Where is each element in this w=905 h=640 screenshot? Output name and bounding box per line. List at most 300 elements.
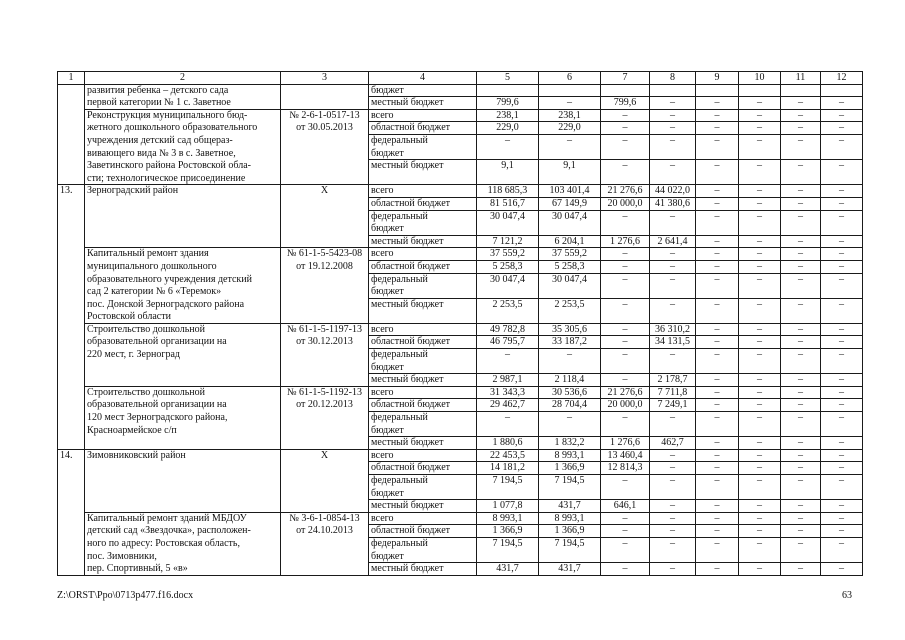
funding-source-cell: всего: [369, 185, 477, 198]
amount-cell: –: [739, 97, 781, 110]
funding-source-cell: местный бюджет: [369, 97, 477, 110]
funding-source-cell: областной бюджет: [369, 197, 477, 210]
amount-cell: –: [696, 449, 739, 462]
amount-cell: –: [650, 475, 696, 500]
amount-cell: –: [650, 537, 696, 562]
amount-cell: 37 559,2: [539, 248, 601, 261]
amount-cell: –: [601, 537, 650, 562]
funding-source-cell: всего: [369, 386, 477, 399]
amount-cell: [477, 84, 539, 97]
funding-source-cell: федеральный бюджет: [369, 475, 477, 500]
amount-cell: –: [696, 298, 739, 323]
amount-cell: –: [601, 323, 650, 336]
amount-cell: –: [821, 374, 863, 387]
amount-cell: –: [739, 537, 781, 562]
amount-cell: –: [739, 437, 781, 450]
column-number-header: 4: [369, 72, 477, 85]
page-number: 63: [842, 590, 852, 601]
amount-cell: 49 782,8: [477, 323, 539, 336]
amount-cell: 7 194,5: [477, 475, 539, 500]
amount-cell: 462,7: [650, 437, 696, 450]
column-number-header: 2: [85, 72, 281, 85]
amount-cell: 9,1: [477, 160, 539, 185]
amount-cell: 20 000,0: [601, 197, 650, 210]
amount-cell: –: [781, 349, 821, 374]
amount-cell: –: [781, 412, 821, 437]
amount-cell: –: [781, 525, 821, 538]
amount-cell: –: [601, 349, 650, 374]
document-cell: [281, 84, 369, 109]
funding-source-cell: местный бюджет: [369, 437, 477, 450]
amount-cell: –: [696, 336, 739, 349]
column-number-header: 7: [601, 72, 650, 85]
amount-cell: –: [739, 386, 781, 399]
funding-source-cell: всего: [369, 512, 477, 525]
amount-cell: 21 276,6: [601, 185, 650, 198]
amount-cell: –: [696, 122, 739, 135]
amount-cell: –: [739, 248, 781, 261]
amount-cell: –: [739, 336, 781, 349]
amount-cell: –: [739, 134, 781, 159]
amount-cell: –: [781, 462, 821, 475]
amount-cell: –: [601, 109, 650, 122]
object-name-cell: Строительство дошкольной образовательной организации на 220 мест, г. Зерноград: [85, 323, 281, 386]
amount-cell: 46 795,7: [477, 336, 539, 349]
amount-cell: –: [539, 412, 601, 437]
amount-cell: –: [696, 386, 739, 399]
amount-cell: 1 366,9: [539, 462, 601, 475]
amount-cell: –: [650, 97, 696, 110]
amount-cell: –: [739, 210, 781, 235]
amount-cell: –: [601, 512, 650, 525]
amount-cell: –: [696, 160, 739, 185]
table-body: [58, 84, 863, 575]
amount-cell: –: [696, 374, 739, 387]
amount-cell: –: [781, 323, 821, 336]
amount-cell: –: [696, 248, 739, 261]
funding-source-cell: всего: [369, 449, 477, 462]
amount-cell: –: [601, 412, 650, 437]
amount-cell: –: [781, 512, 821, 525]
amount-cell: –: [821, 449, 863, 462]
row-number-cell: 14.: [58, 449, 85, 575]
amount-cell: 7 711,8: [650, 386, 696, 399]
amount-cell: –: [781, 122, 821, 135]
amount-cell: –: [739, 512, 781, 525]
amount-cell: –: [739, 500, 781, 513]
document-cell: № 2-6-1-0517-13 от 30.05.2013: [281, 109, 369, 185]
amount-cell: –: [781, 160, 821, 185]
amount-cell: –: [650, 462, 696, 475]
amount-cell: –: [821, 185, 863, 198]
amount-cell: –: [781, 399, 821, 412]
amount-cell: –: [781, 134, 821, 159]
amount-cell: 2 118,4: [539, 374, 601, 387]
amount-cell: 33 187,2: [539, 336, 601, 349]
amount-cell: –: [650, 512, 696, 525]
table-header: [58, 72, 863, 85]
column-number-header: 12: [821, 72, 863, 85]
budget-row: [58, 109, 863, 122]
amount-cell: 7 194,5: [477, 537, 539, 562]
amount-cell: 431,7: [539, 500, 601, 513]
amount-cell: 44 022,0: [650, 185, 696, 198]
amount-cell: 1 832,2: [539, 437, 601, 450]
amount-cell: [739, 84, 781, 97]
amount-cell: 103 401,4: [539, 185, 601, 198]
amount-cell: –: [781, 185, 821, 198]
document-cell: X: [281, 449, 369, 512]
amount-cell: –: [696, 500, 739, 513]
amount-cell: –: [781, 298, 821, 323]
document-cell: X: [281, 185, 369, 248]
amount-cell: –: [821, 399, 863, 412]
document-cell: № 61-1-5-1197-13 от 30.12.2013: [281, 323, 369, 386]
amount-cell: –: [781, 210, 821, 235]
funding-source-cell: областной бюджет: [369, 336, 477, 349]
amount-cell: –: [477, 349, 539, 374]
amount-cell: –: [601, 374, 650, 387]
amount-cell: –: [781, 109, 821, 122]
funding-source-cell: местный бюджет: [369, 235, 477, 248]
amount-cell: –: [781, 537, 821, 562]
amount-cell: –: [739, 412, 781, 437]
amount-cell: –: [696, 475, 739, 500]
amount-cell: –: [696, 349, 739, 374]
amount-cell: –: [650, 273, 696, 298]
amount-cell: –: [601, 160, 650, 185]
amount-cell: –: [539, 97, 601, 110]
amount-cell: 7 194,5: [539, 537, 601, 562]
object-name-cell: Капитальный ремонт зданий МБДОУ детский сад «Звездочка», расположен- ного по адресу: Ростовская область, пос. Зимовники, пер. Спортивный, 5 «в»: [85, 512, 281, 575]
amount-cell: 799,6: [477, 97, 539, 110]
amount-cell: –: [601, 525, 650, 538]
amount-cell: –: [739, 298, 781, 323]
amount-cell: –: [650, 248, 696, 261]
amount-cell: –: [650, 210, 696, 235]
funding-source-cell: местный бюджет: [369, 374, 477, 387]
column-number-header: 10: [739, 72, 781, 85]
amount-cell: –: [821, 462, 863, 475]
document-cell: № 61-1-5-5423-08 от 19.12.2008: [281, 248, 369, 324]
amount-cell: 30 047,4: [477, 210, 539, 235]
amount-cell: –: [650, 109, 696, 122]
amount-cell: –: [696, 512, 739, 525]
amount-cell: –: [696, 437, 739, 450]
amount-cell: 799,6: [601, 97, 650, 110]
amount-cell: –: [696, 97, 739, 110]
amount-cell: [650, 84, 696, 97]
amount-cell: 30 536,6: [539, 386, 601, 399]
funding-source-cell: областной бюджет: [369, 122, 477, 135]
amount-cell: –: [781, 248, 821, 261]
amount-cell: –: [821, 273, 863, 298]
amount-cell: –: [739, 122, 781, 135]
column-number-header: 1: [58, 72, 85, 85]
table-header-row: [58, 72, 863, 85]
object-name-cell: Зерноградский район: [85, 185, 281, 248]
amount-cell: –: [781, 437, 821, 450]
amount-cell: 28 704,4: [539, 399, 601, 412]
amount-cell: –: [696, 109, 739, 122]
amount-cell: [696, 84, 739, 97]
budget-row: [58, 185, 863, 198]
amount-cell: –: [821, 197, 863, 210]
row-number-cell: 13.: [58, 185, 85, 449]
object-name-cell: развития ребенка – детского сада первой категории № 1 с. Заветное: [85, 84, 281, 109]
amount-cell: –: [601, 298, 650, 323]
amount-cell: –: [650, 500, 696, 513]
amount-cell: 8 993,1: [539, 512, 601, 525]
amount-cell: –: [601, 563, 650, 576]
amount-cell: –: [781, 197, 821, 210]
amount-cell: 229,0: [477, 122, 539, 135]
row-number-cell: [58, 84, 85, 185]
amount-cell: –: [696, 273, 739, 298]
amount-cell: –: [650, 349, 696, 374]
funding-source-cell: местный бюджет: [369, 160, 477, 185]
column-number-header: 3: [281, 72, 369, 85]
amount-cell: –: [821, 412, 863, 437]
amount-cell: –: [739, 475, 781, 500]
amount-cell: 7 249,1: [650, 399, 696, 412]
column-number-header: 8: [650, 72, 696, 85]
object-name-cell: Капитальный ремонт здания муниципального дошкольного образовательного учреждения детский сад 2 категории № 6 «Теремок» пос. Донской Зерноградского района Ростовской области: [85, 248, 281, 324]
amount-cell: –: [696, 399, 739, 412]
funding-source-cell: областной бюджет: [369, 525, 477, 538]
amount-cell: –: [650, 160, 696, 185]
amount-cell: –: [739, 109, 781, 122]
amount-cell: –: [601, 134, 650, 159]
amount-cell: –: [601, 336, 650, 349]
amount-cell: 1 276,6: [601, 235, 650, 248]
amount-cell: –: [781, 500, 821, 513]
amount-cell: –: [650, 298, 696, 323]
amount-cell: –: [539, 134, 601, 159]
funding-source-cell: федеральный бюджет: [369, 210, 477, 235]
amount-cell: 29 462,7: [477, 399, 539, 412]
funding-source-cell: областной бюджет: [369, 399, 477, 412]
amount-cell: –: [696, 537, 739, 562]
amount-cell: 1 077,8: [477, 500, 539, 513]
amount-cell: 14 181,2: [477, 462, 539, 475]
object-name-cell: Строительство дошкольной образовательной организации на 120 мест Зерноградского района, Красноармейское с/п: [85, 386, 281, 449]
amount-cell: –: [650, 525, 696, 538]
amount-cell: –: [739, 185, 781, 198]
funding-source-cell: областной бюджет: [369, 260, 477, 273]
amount-cell: [781, 84, 821, 97]
amount-cell: –: [601, 210, 650, 235]
amount-cell: –: [821, 475, 863, 500]
amount-cell: –: [696, 563, 739, 576]
amount-cell: –: [781, 374, 821, 387]
amount-cell: –: [821, 248, 863, 261]
amount-cell: –: [781, 475, 821, 500]
amount-cell: 12 814,3: [601, 462, 650, 475]
object-name-cell: Реконструкция муниципального бюд- жетного дошкольного образовательного учреждения детский сад общераз- вивающего вида № 3 в с. Заветное, Заветинского района Ростовской обла- сти; технологическое присоединение: [85, 109, 281, 185]
amount-cell: 20 000,0: [601, 399, 650, 412]
amount-cell: –: [601, 273, 650, 298]
document-cell: № 3-6-1-0854-13 от 24.10.2013: [281, 512, 369, 575]
amount-cell: 5 258,3: [477, 260, 539, 273]
amount-cell: –: [781, 563, 821, 576]
amount-cell: –: [821, 210, 863, 235]
document-cell: № 61-1-5-1192-13 от 20.12.2013: [281, 386, 369, 449]
funding-source-cell: федеральный бюджет: [369, 537, 477, 562]
amount-cell: –: [739, 462, 781, 475]
amount-cell: –: [821, 525, 863, 538]
amount-cell: –: [739, 525, 781, 538]
amount-cell: 9,1: [539, 160, 601, 185]
amount-cell: 8 993,1: [539, 449, 601, 462]
amount-cell: 646,1: [601, 500, 650, 513]
amount-cell: 118 685,3: [477, 185, 539, 198]
amount-cell: –: [696, 323, 739, 336]
amount-cell: –: [650, 260, 696, 273]
amount-cell: 6 204,1: [539, 235, 601, 248]
amount-cell: –: [696, 235, 739, 248]
funding-source-cell: всего: [369, 109, 477, 122]
amount-cell: –: [696, 525, 739, 538]
budget-row: [58, 84, 863, 97]
amount-cell: 2 253,5: [539, 298, 601, 323]
amount-cell: –: [601, 475, 650, 500]
amount-cell: 431,7: [539, 563, 601, 576]
budget-row: [58, 512, 863, 525]
amount-cell: –: [821, 437, 863, 450]
amount-cell: 238,1: [477, 109, 539, 122]
funding-source-cell: всего: [369, 323, 477, 336]
amount-cell: –: [650, 134, 696, 159]
amount-cell: –: [821, 563, 863, 576]
amount-cell: 1 276,6: [601, 437, 650, 450]
amount-cell: 30 047,4: [539, 273, 601, 298]
amount-cell: 8 993,1: [477, 512, 539, 525]
funding-source-cell: всего: [369, 248, 477, 261]
funding-source-cell: федеральный бюджет: [369, 134, 477, 159]
funding-source-cell: местный бюджет: [369, 563, 477, 576]
amount-cell: 67 149,9: [539, 197, 601, 210]
amount-cell: –: [781, 260, 821, 273]
amount-cell: –: [739, 374, 781, 387]
amount-cell: 35 305,6: [539, 323, 601, 336]
amount-cell: –: [739, 563, 781, 576]
amount-cell: 31 343,3: [477, 386, 539, 399]
amount-cell: 7 194,5: [539, 475, 601, 500]
funding-source-cell: местный бюджет: [369, 500, 477, 513]
amount-cell: –: [821, 537, 863, 562]
amount-cell: –: [739, 160, 781, 185]
amount-cell: 7 121,2: [477, 235, 539, 248]
budget-row: [58, 323, 863, 336]
budget-row: [58, 449, 863, 462]
amount-cell: 22 453,5: [477, 449, 539, 462]
amount-cell: 238,1: [539, 109, 601, 122]
amount-cell: –: [781, 273, 821, 298]
amount-cell: –: [739, 235, 781, 248]
amount-cell: –: [601, 248, 650, 261]
amount-cell: –: [821, 349, 863, 374]
amount-cell: –: [650, 563, 696, 576]
amount-cell: 41 380,6: [650, 197, 696, 210]
funding-source-cell: федеральный бюджет: [369, 412, 477, 437]
budget-table: [57, 71, 863, 576]
amount-cell: –: [781, 449, 821, 462]
amount-cell: 30 047,4: [477, 273, 539, 298]
amount-cell: –: [821, 323, 863, 336]
amount-cell: –: [739, 197, 781, 210]
amount-cell: 2 987,1: [477, 374, 539, 387]
amount-cell: –: [821, 386, 863, 399]
amount-cell: 431,7: [477, 563, 539, 576]
amount-cell: 37 559,2: [477, 248, 539, 261]
object-name-cell: Зимовниковский район: [85, 449, 281, 512]
file-path: Z:\ORST\Ppo\0713p477.f16.docx: [57, 590, 194, 601]
column-number-header: 11: [781, 72, 821, 85]
amount-cell: –: [696, 412, 739, 437]
amount-cell: –: [821, 160, 863, 185]
amount-cell: –: [821, 260, 863, 273]
amount-cell: –: [781, 97, 821, 110]
amount-cell: –: [821, 500, 863, 513]
amount-cell: –: [601, 260, 650, 273]
funding-source-cell: бюджет: [369, 84, 477, 97]
amount-cell: –: [696, 210, 739, 235]
amount-cell: –: [696, 260, 739, 273]
amount-cell: –: [821, 512, 863, 525]
amount-cell: –: [650, 412, 696, 437]
column-number-header: 9: [696, 72, 739, 85]
amount-cell: –: [781, 235, 821, 248]
funding-source-cell: федеральный бюджет: [369, 349, 477, 374]
amount-cell: 36 310,2: [650, 323, 696, 336]
amount-cell: 2 253,5: [477, 298, 539, 323]
amount-cell: –: [781, 386, 821, 399]
amount-cell: 21 276,6: [601, 386, 650, 399]
amount-cell: –: [739, 349, 781, 374]
column-number-header: 6: [539, 72, 601, 85]
amount-cell: 1 366,9: [539, 525, 601, 538]
amount-cell: –: [696, 185, 739, 198]
amount-cell: –: [821, 235, 863, 248]
amount-cell: 13 460,4: [601, 449, 650, 462]
amount-cell: –: [477, 412, 539, 437]
amount-cell: –: [821, 298, 863, 323]
amount-cell: –: [739, 449, 781, 462]
amount-cell: 2 641,4: [650, 235, 696, 248]
amount-cell: [821, 84, 863, 97]
amount-cell: –: [821, 122, 863, 135]
amount-cell: –: [821, 134, 863, 159]
amount-cell: –: [650, 449, 696, 462]
amount-cell: 229,0: [539, 122, 601, 135]
amount-cell: –: [601, 122, 650, 135]
budget-row: [58, 386, 863, 399]
amount-cell: 1 366,9: [477, 525, 539, 538]
column-number-header: 5: [477, 72, 539, 85]
amount-cell: –: [739, 323, 781, 336]
amount-cell: 5 258,3: [539, 260, 601, 273]
funding-source-cell: местный бюджет: [369, 298, 477, 323]
amount-cell: –: [781, 336, 821, 349]
amount-cell: [539, 84, 601, 97]
budget-row: [58, 248, 863, 261]
amount-cell: 81 516,7: [477, 197, 539, 210]
funding-source-cell: областной бюджет: [369, 462, 477, 475]
amount-cell: –: [650, 122, 696, 135]
amount-cell: 34 131,5: [650, 336, 696, 349]
amount-cell: –: [739, 273, 781, 298]
